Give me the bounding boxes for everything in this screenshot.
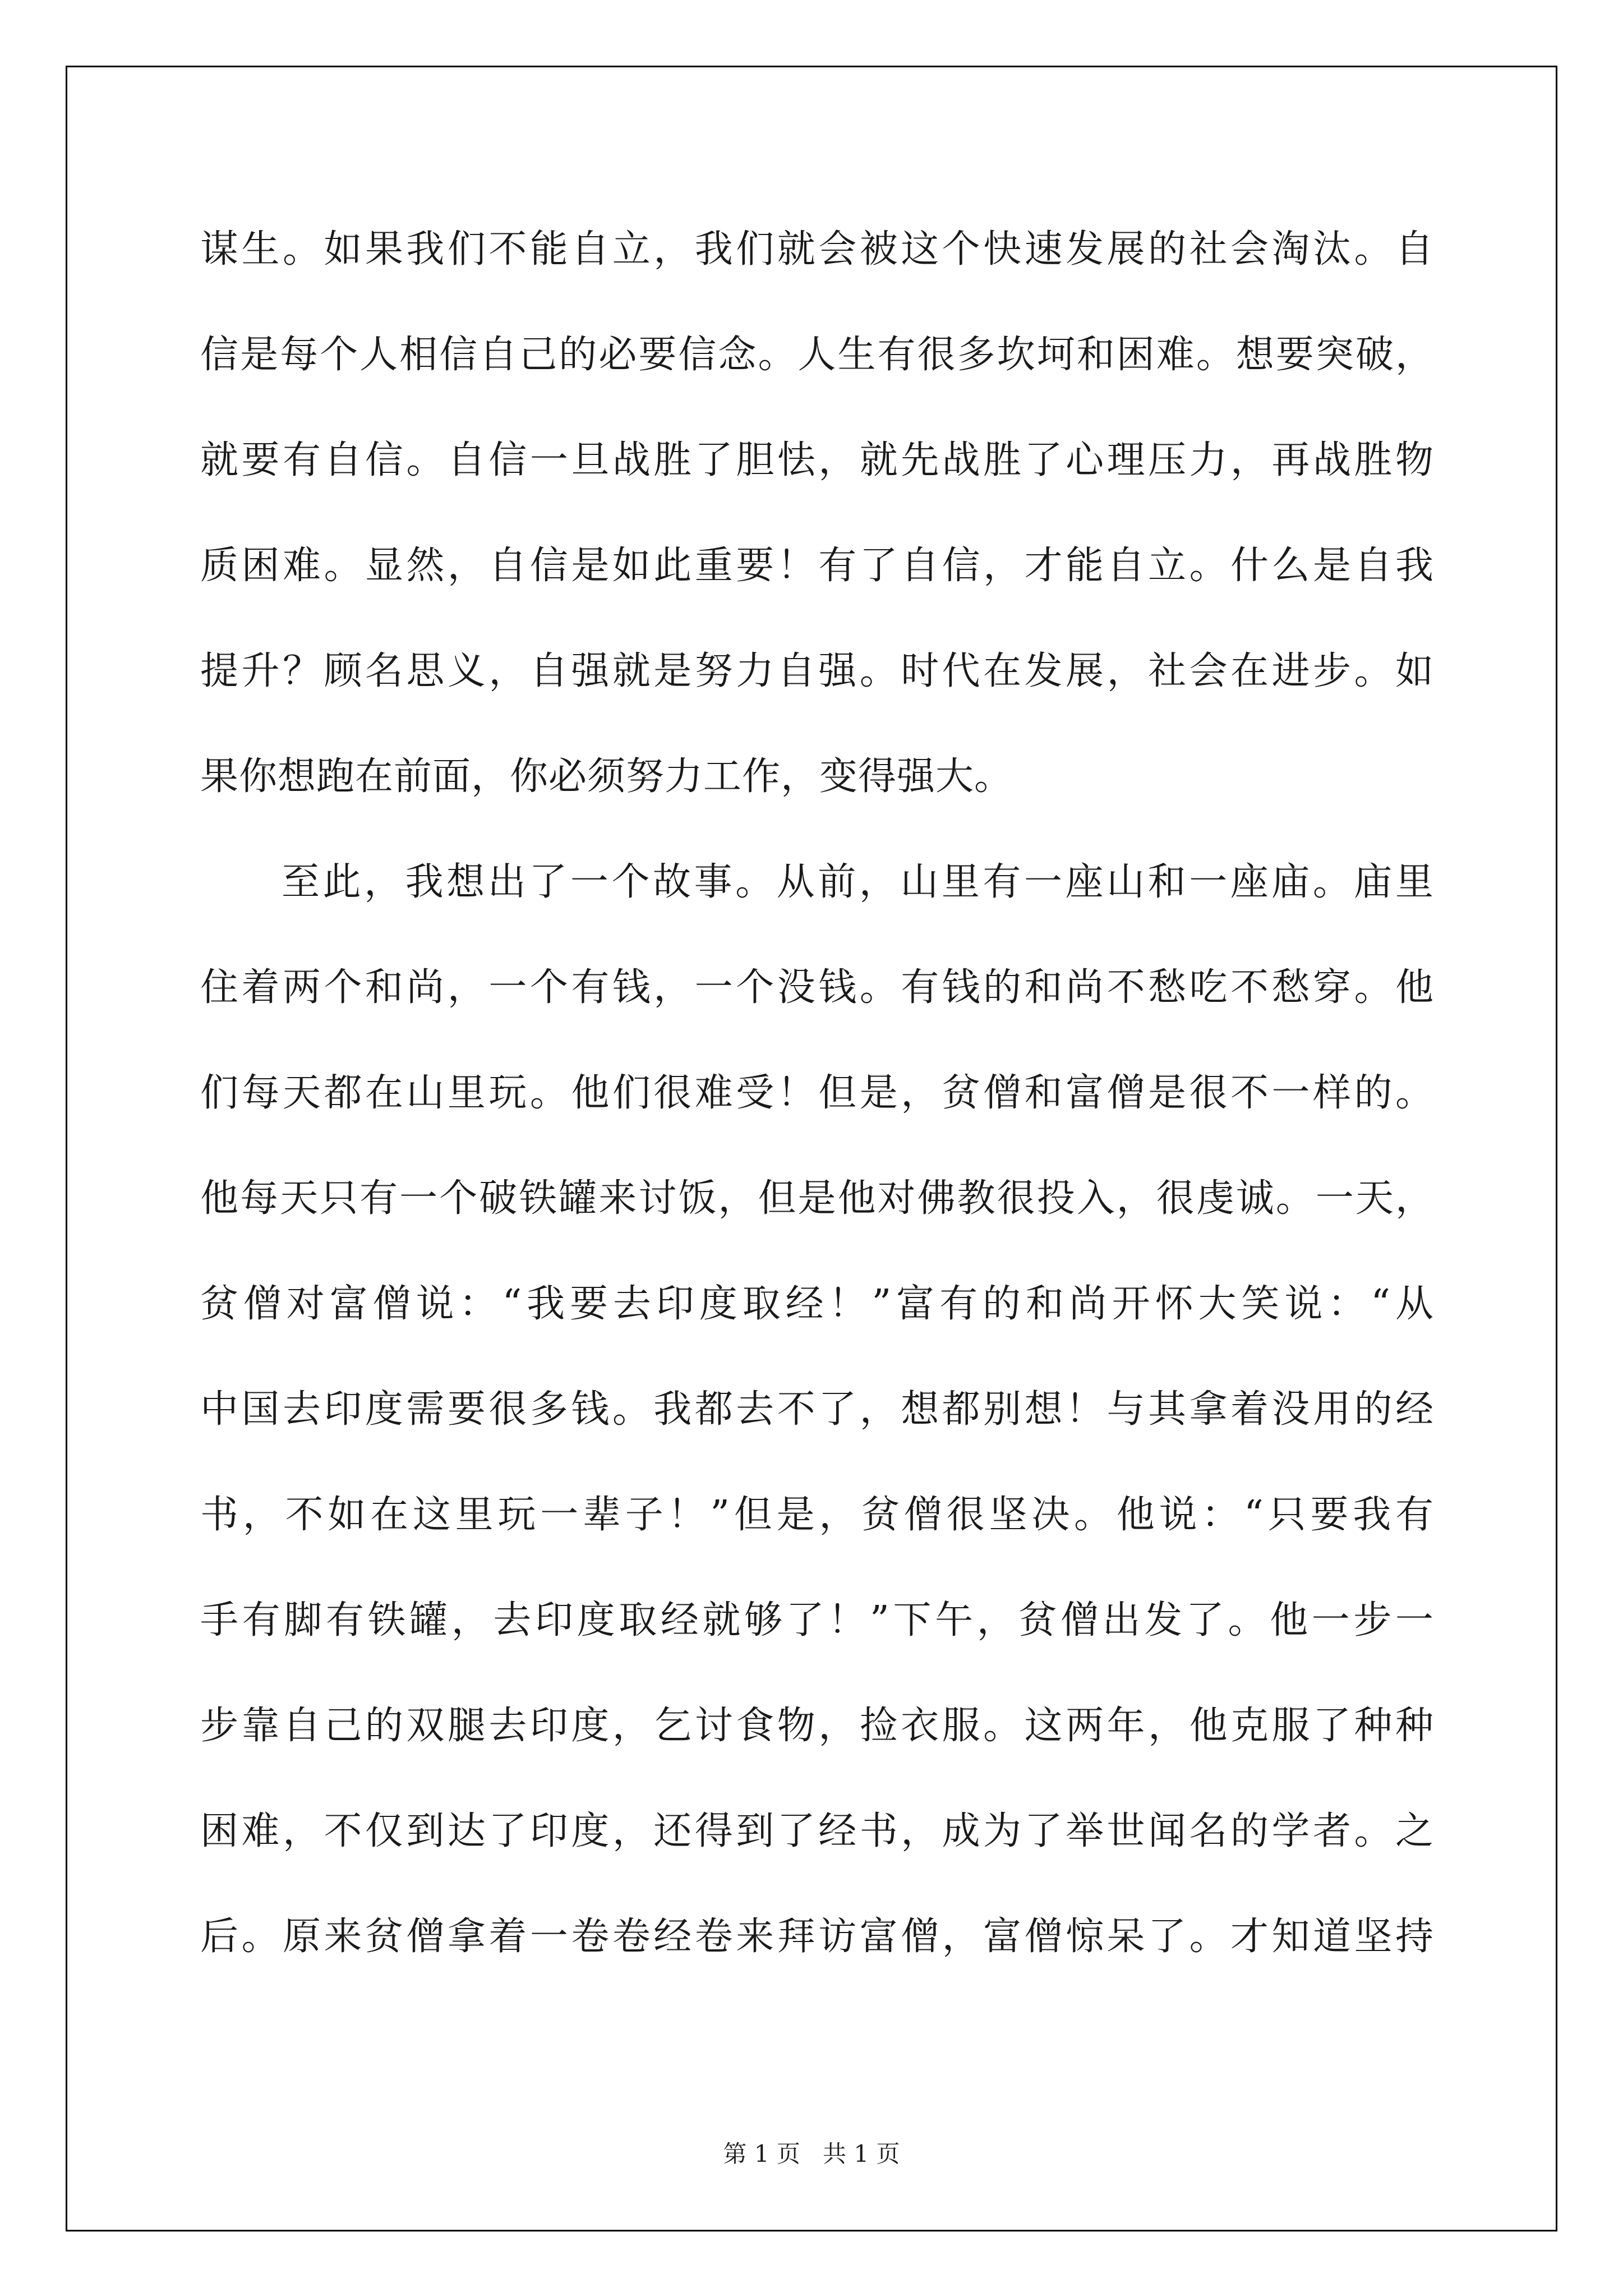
text-line: 中国去印度需要很多钱。我都去不了，想都别想！与其拿着没用的经 xyxy=(200,1387,1434,1432)
paragraph-start-line: 至此，我想出了一个故事。从前，山里有一座山和一座庙。庙里 xyxy=(282,860,1434,904)
text-line: 就要有自信。自信一旦战胜了胆怯，就先战胜了心理压力，再战胜物 xyxy=(200,438,1434,482)
text-line: 谋生。如果我们不能自立，我们就会被这个快速发展的社会淘汰。自 xyxy=(200,227,1434,272)
text-line: 步靠自己的双腿去印度，乞讨食物，捡衣服。这两年，他克服了种种 xyxy=(200,1704,1434,1748)
text-line: 质困难。显然，自信是如此重要！有了自信，才能自立。什么是自我 xyxy=(200,544,1434,588)
text-line: 手有脚有铁罐，去印度取经就够了！”下午，贫僧出发了。他一步一 xyxy=(200,1598,1434,1642)
page-footer: 第 1 页 共 1 页 xyxy=(723,2140,900,2168)
text-line: 困难，不仅到达了印度，还得到了经书，成为了举世闻名的学者。之 xyxy=(200,1809,1434,1853)
text-line: 提升？顾名思义，自强就是努力自强。时代在发展，社会在进步。如 xyxy=(200,649,1434,693)
text-line: 书，不如在这里玩一辈子！”但是，贫僧很坚决。他说：“只要我有 xyxy=(200,1493,1434,1537)
text-line: 果你想跑在前面，你必须努力工作，变得强大。 xyxy=(200,754,1013,799)
text-line: 后。原来贫僧拿着一卷卷经卷来拜访富僧，富僧惊呆了。才知道坚持 xyxy=(200,1915,1434,1959)
text-line: 住着两个和尚，一个有钱，一个没钱。有钱的和尚不愁吃不愁穿。他 xyxy=(200,965,1434,1010)
text-line: 贫僧对富僧说：“我要去印度取经！”富有的和尚开怀大笑说：“从 xyxy=(200,1282,1434,1326)
text-line: 们每天都在山里玩。他们很难受！但是，贫僧和富僧是很不一样的。 xyxy=(200,1071,1434,1115)
text-line: 信是每个人相信自己的必要信念。人生有很多坎坷和困难。想要突破， xyxy=(200,333,1434,377)
document-body xyxy=(200,219,1434,2012)
text-line: 他每天只有一个破铁罐来讨饭，但是他对佛教很投入，很虔诚。一天， xyxy=(200,1176,1434,1221)
